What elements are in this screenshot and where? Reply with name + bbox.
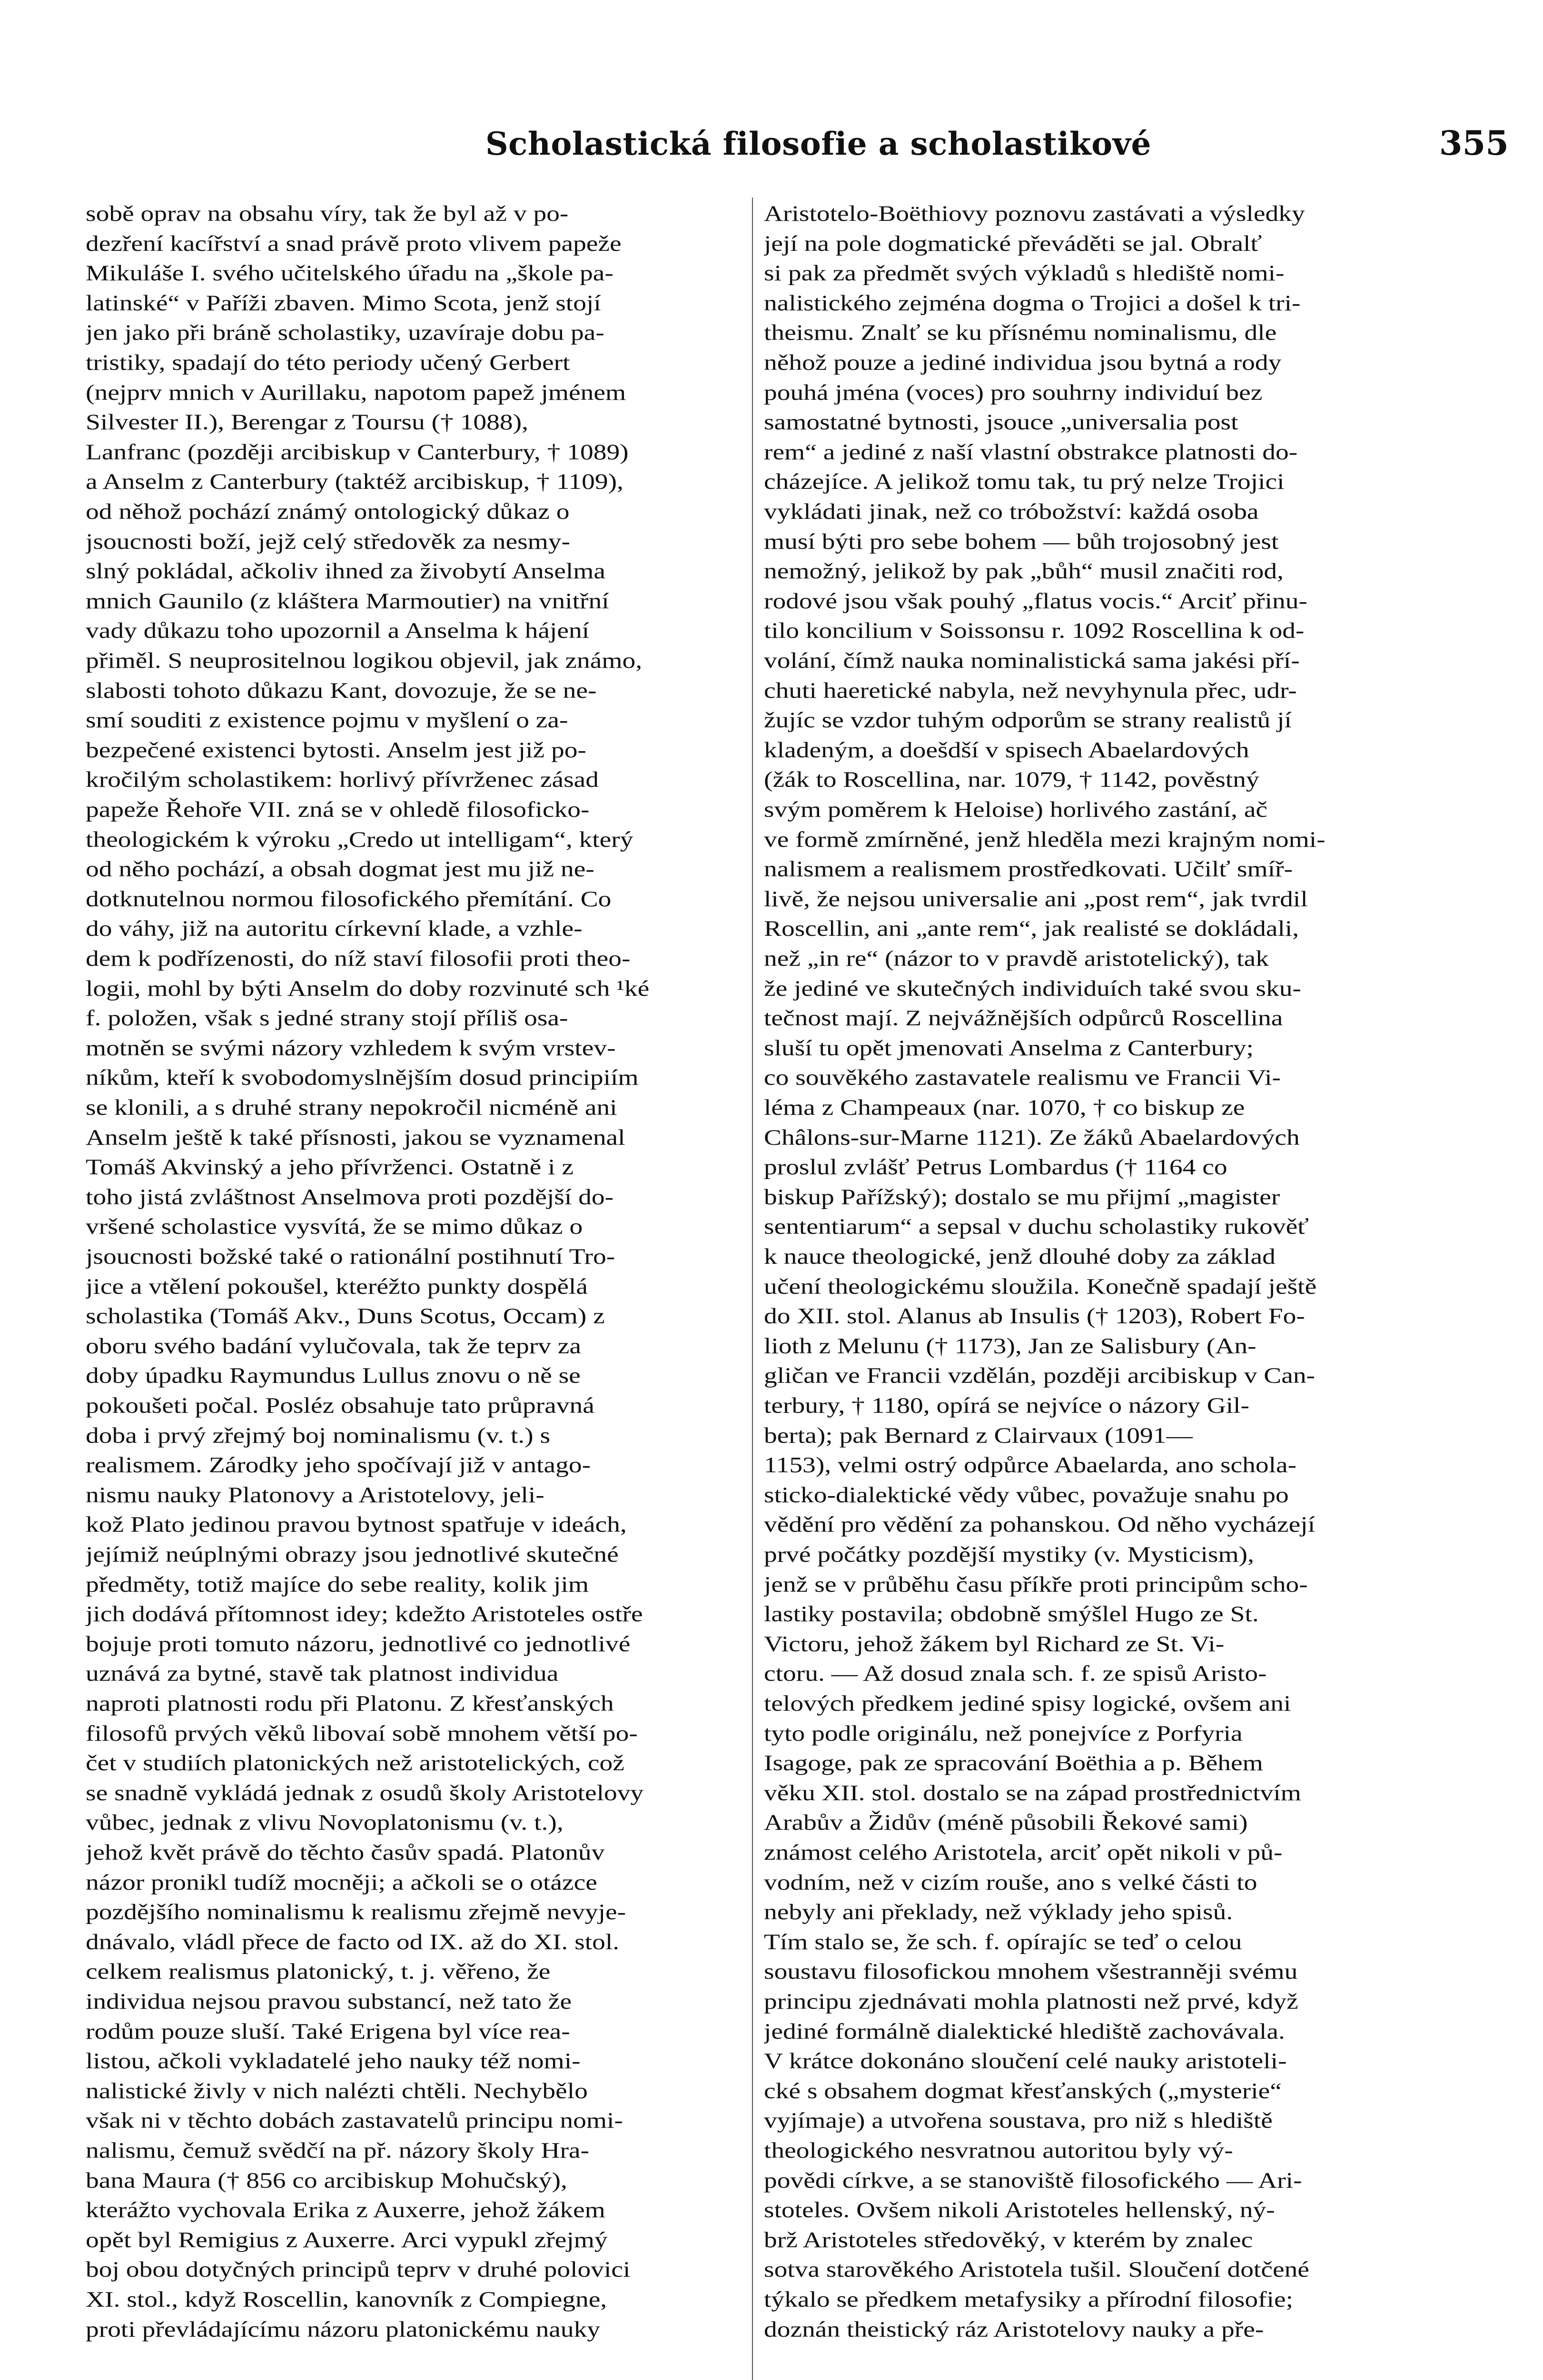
right-column-line: (žák to Roscellina, nar. 1079, † 1142, pověstný bbox=[764, 767, 1259, 793]
right-column-line: Roscellin, ani „ante rem“, jak realisté se dokládali, bbox=[764, 916, 1299, 942]
left-column-line: scholastika (Tomáš Akv., Duns Scotus, Occam) z bbox=[86, 1304, 605, 1329]
left-column-line: dem k podřízenosti, do níž staví filosofii proti theo- bbox=[86, 946, 631, 971]
left-column-line: rodům pouze sluší. Také Erigena byl více rea- bbox=[86, 2019, 570, 2044]
left-column-line: čet v studiích platonických než aristotelických, což bbox=[86, 1751, 624, 1776]
left-column-line: proti převládajícímu názoru platonickému nauky bbox=[86, 2317, 601, 2342]
right-column-line: ctoru. — Až dosud znala sch. f. ze spisů Aristo- bbox=[764, 1661, 1267, 1686]
right-column-line: sotva starověkého Aristotela tušil. Sloučení dotčené bbox=[764, 2257, 1309, 2282]
left-column-line: jice a vtělení pokoušel, kteréžto punkty dospělá bbox=[86, 1274, 588, 1299]
left-column-line: motněn se svými názory vzhledem k svým vrstev- bbox=[86, 1035, 616, 1061]
left-column-line: celkem realismus platonický, t. j. věřeno, že bbox=[86, 1959, 551, 1984]
right-column-line: nemožný, jelikož by pak „bůh“ musil značiti rod, bbox=[764, 559, 1284, 584]
left-column-line: pozdějšího nominalismu k realismu zřejmě nevyje- bbox=[86, 1900, 626, 1925]
right-column-line: co souvěkého zastavatele realismu ve Francii Vi- bbox=[764, 1065, 1281, 1091]
left-column-line: doba i prvý zřejmý boj nominalismu (v. t.) s bbox=[86, 1423, 551, 1448]
left-column-line: Tomáš Akvinský a jeho přívrženci. Ostatně i z bbox=[86, 1155, 574, 1180]
right-column-line: ve formě zmírněné, jenž hleděla mezi krajným nomi- bbox=[764, 827, 1325, 852]
right-column-line: soustavu filosofickou mnohem všestranněji svému bbox=[764, 1959, 1298, 1984]
right-column-line: samostatné bytnosti, jsouce „universalia post bbox=[764, 410, 1238, 435]
left-column-line: bezpečené existenci bytosti. Anselm jest již po- bbox=[86, 737, 586, 763]
right-column-line: nebyly ani překlady, než výklady jeho spisů. bbox=[764, 1900, 1233, 1925]
left-column-line: latinské“ v Paříži zbaven. Mimo Scota, jenž stojí bbox=[86, 290, 601, 316]
left-column-line: toho jistá zvláštnost Anselmova proti pozdější do- bbox=[86, 1184, 614, 1210]
left-column-line: od něho pochází, a obsah dogmat jest mu již ne- bbox=[86, 857, 594, 882]
right-column-line: lastiky postavila; obdobně smýšlel Hugo ze St. bbox=[764, 1602, 1259, 1627]
left-column-line: však ni v těchto dobách zastavatelů principu nomi- bbox=[86, 2108, 623, 2133]
right-column-line: V krátce dokonáno sloučení celé nauky aristoteli- bbox=[764, 2049, 1287, 2074]
left-column-line: oboru svého badání vylučovala, tak že teprv za bbox=[86, 1333, 582, 1359]
left-column-line: listou, ačkoli vykladatelé jeho nauky též nomi- bbox=[86, 2049, 581, 2074]
left-column-line: kož Plato jedinou pravou bytnost spatřuje v ideách, bbox=[86, 1512, 627, 1537]
left-column-line: se klonili, a s druhé strany nepokročil nicméně ani bbox=[86, 1095, 617, 1120]
right-column-line: že jediné ve skutečných individuích také svou sku- bbox=[764, 976, 1301, 1001]
right-column-line: Isagoge, pak ze spracování Boëthia a p. Během bbox=[764, 1751, 1263, 1776]
right-column-line: prvé počátky pozdější mystiky (v. Mysticism), bbox=[764, 1542, 1254, 1567]
right-column-line: lioth z Melunu († 1173), Jan ze Salisbury (An- bbox=[764, 1333, 1256, 1359]
left-column-line: jehož květ právě do těchto časův spadá. Platonův bbox=[86, 1840, 605, 1865]
right-column-line: jediné formálně dialektické hlediště zachovávala. bbox=[764, 2019, 1285, 2044]
left-column-line: theologickém k výroku „Credo ut intelligam“, který bbox=[86, 827, 633, 852]
right-column-line: rodové jsou však pouhý „flatus vocis.“ Arciť přinu- bbox=[764, 588, 1307, 614]
left-column-line: Lanfranc (později arcibiskup v Canterbury, † 1089) bbox=[86, 439, 629, 465]
right-column-line: si pak za předmět svých výkladů s hlediště nomi- bbox=[764, 261, 1285, 286]
right-column-line: kladeným, a doešdší v spisech Abaelardových bbox=[764, 737, 1249, 763]
right-column-line: Châlons-sur-Marne 1121). Ze žáků Abaelardových bbox=[764, 1125, 1300, 1150]
left-column-line: dnávalo, vládl přece de facto od IX. až do XI. stol. bbox=[86, 1929, 620, 1954]
right-column-line: pouhá jména (voces) pro souhrny individuí bez bbox=[764, 380, 1263, 405]
left-column-line: názor pronikl tudíž mocněji; a ačkoli se o otázce bbox=[86, 1870, 597, 1895]
left-column-line: se snadně vykládá jednak z osudů školy Aristotelovy bbox=[86, 1780, 644, 1805]
right-column-line: svým poměrem k Heloise) horlivého zastání, ač bbox=[764, 797, 1268, 822]
right-column-line: známost celého Aristotela, arciť opět nikoli v pů- bbox=[764, 1840, 1283, 1865]
left-column bbox=[86, 195, 742, 2380]
left-column-line: naproti platnosti rodu při Platonu. Z křesťanských bbox=[86, 1691, 614, 1716]
right-column-line: livě, že nejsou universalie ani „post rem“, jak tvrdil bbox=[764, 886, 1308, 912]
left-column-line: kterážto vychovala Erika z Auxerre, jehož žákem bbox=[86, 2198, 605, 2223]
left-column-line: opět byl Remigius z Auxerre. Arci vypukl zřejmý bbox=[86, 2227, 608, 2252]
left-column-line: slný pokládal, ačkoliv ihned za živobytí Anselma bbox=[86, 559, 606, 584]
right-column-line: nalistického zejména dogma o Trojici a došel k tri- bbox=[764, 290, 1301, 316]
right-column-line: telových předkem jediné spisy logické, ovšem ani bbox=[764, 1691, 1291, 1716]
right-column-line: vodním, než v cizím rouše, ano s velké části to bbox=[764, 1870, 1257, 1895]
right-column-line: sticko-dialektické vědy vůbec, považuje snahu po bbox=[764, 1482, 1289, 1507]
right-column-line: musí býti pro sebe bohem — bůh trojosobný jest bbox=[764, 529, 1279, 554]
right-column-line: něhož pouze a jediné individua jsou bytná a rody bbox=[764, 350, 1282, 375]
right-column-line: chuti haeretické nabyla, než nevyhynula přec, udr- bbox=[764, 678, 1297, 703]
right-column-line: její na pole dogmatické převáděti se jal. Obralť bbox=[764, 231, 1262, 256]
left-column-line: doby úpadku Raymundus Lullus znovu o ně se bbox=[86, 1363, 581, 1388]
right-column-line: do XII. stol. Alanus ab Insulis († 1203), Robert Fo- bbox=[764, 1304, 1305, 1329]
left-column-line: Anselm ještě k také přísnosti, jakou se vyznamenal bbox=[86, 1125, 625, 1150]
left-column-line: bana Maura († 856 co arcibiskup Mohučský), bbox=[86, 2168, 567, 2193]
left-column-line: jsoucnosti božské také o rationální postihnutí Tro- bbox=[86, 1244, 615, 1269]
right-column-line: theologického nesvratnou autoritou byly vý- bbox=[764, 2138, 1233, 2163]
left-column-line: dotknutelnou normou filosofického přemítání. Co bbox=[86, 886, 612, 912]
right-column-line: Aristotelo-Boëthiovy poznovu zastávati a výsledky bbox=[764, 201, 1305, 226]
left-column-line: smí souditi z existence pojmu v myšlení o za- bbox=[86, 708, 568, 733]
left-column-line: (nejprv mnich v Aurillaku, napotom papež jménem bbox=[86, 380, 626, 405]
right-column-line: volání, čímž nauka nominalistická sama jakési pří- bbox=[764, 648, 1300, 673]
left-column-line: a Anselm z Canterbury (taktéž arcibiskup, † 1109), bbox=[86, 469, 623, 495]
right-column-line: theismu. Znalť se ku přísnému nominalismu, dle bbox=[764, 320, 1277, 346]
right-column-line: principu zjednávati mohla platnosti než prvé, když bbox=[764, 1989, 1298, 2014]
right-column-line: nalismem a realismem prostředkovati. Učilť smíř- bbox=[764, 857, 1293, 882]
left-column-line: Mikuláše I. svého učitelského úřadu na „škole pa- bbox=[86, 261, 613, 286]
left-column-line: jsoucnosti boží, jejž celý středověk za nesmy- bbox=[86, 529, 571, 554]
left-column-line: jich dodává přítomnost idey; kdežto Aristoteles ostře bbox=[86, 1602, 643, 1627]
right-column-line: věku XII. stol. dostalo se na západ prostřednictvím bbox=[764, 1780, 1301, 1805]
running-title: Scholastická filosofie a scholastikové bbox=[485, 125, 1151, 162]
left-column-line: mnich Gaunilo (z kláštera Marmoutier) na vnitřní bbox=[86, 588, 609, 614]
left-column-line: boj obou dotyčných principů teprv v druhé polovici bbox=[86, 2257, 631, 2282]
right-column-line: Arabův a Židův (méně působili Řekové sami) bbox=[764, 1810, 1248, 1835]
right-column-line: k nauce theologické, jenž dlouhé doby za základ bbox=[764, 1244, 1276, 1269]
right-column-line: terbury, † 1180, opírá se nejvíce o názory Gil- bbox=[764, 1393, 1250, 1418]
left-column-line: sobě oprav na obsahu víry, tak že byl až v po- bbox=[86, 201, 569, 226]
right-column-line: tilo koncilium v Soissonsu r. 1092 Roscellina k od- bbox=[764, 618, 1305, 644]
left-column-line: vršené scholastice vysvítá, že se mimo důkaz o bbox=[86, 1214, 583, 1240]
right-column-line: učení theologickému sloužila. Konečně spadají ještě bbox=[764, 1274, 1317, 1299]
left-column-line: filosofů prvých věků libovaí sobě mnohem větší po- bbox=[86, 1721, 638, 1746]
right-column-line: žujíc se vzdor tuhým odporům se strany realistů jí bbox=[764, 708, 1292, 733]
left-column-line: slabosti tohoto důkazu Kant, dovozuje, že se ne- bbox=[86, 678, 597, 703]
right-column-line: než „in re“ (názor to v pravdě aristotelický), tak bbox=[764, 946, 1269, 971]
left-column-line: nismu nauky Platonovy a Aristotelovy, jeli- bbox=[86, 1482, 544, 1507]
page-number: 355 bbox=[1439, 123, 1509, 163]
left-column-line: tristiky, spadají do této periody učený Gerbert bbox=[86, 350, 570, 375]
left-column-line: vady důkazu toho upozornil a Anselma k hájení bbox=[86, 618, 590, 644]
left-column-line: logii, mohl by býti Anselm do doby rozvinuté sch ¹ké bbox=[86, 976, 650, 1001]
right-column-line: vykládati jinak, než co tróbožství: každá osoba bbox=[764, 499, 1259, 524]
right-column-line: gličan ve Francii vzdělán, později arcibiskup v Can- bbox=[764, 1363, 1316, 1388]
right-column-line: doznán theistický ráz Aristotelovy nauky a pře- bbox=[764, 2317, 1264, 2342]
right-column-line: biskup Pařížský); dostalo se mu přijmí „magister bbox=[764, 1184, 1280, 1210]
left-column-line: níkům, kteří k svobodomyslnějším dosud principiím bbox=[86, 1065, 639, 1091]
right-column-line: brž Aristoteles středověký, v kterém by znalec bbox=[764, 2227, 1253, 2252]
right-column-line: týkalo se předkem metafysiky a přírodní filosofie; bbox=[764, 2287, 1294, 2312]
right-column-line: tečnost mají. Z nejvážnějších odpůrců Roscellina bbox=[764, 1006, 1283, 1031]
left-column-line: bojuje proti tomuto názoru, jednotlivé co jednotlivé bbox=[86, 1631, 631, 1656]
right-column-line: tyto podle originálu, než ponejvíce z Porfyria bbox=[764, 1721, 1243, 1746]
left-column-line: individua nejsou pravou substancí, než tato že bbox=[86, 1989, 572, 2014]
left-column-line: papeže Řehoře VII. zná se v ohledě filosoficko- bbox=[86, 797, 590, 822]
right-column-line: sententiarum“ a sepsal v duchu scholastiky rukověť bbox=[764, 1214, 1309, 1240]
right-column-line: léma z Champeaux (nar. 1070, † co biskup ze bbox=[764, 1095, 1245, 1120]
right-column-line: Victoru, jehož žákem byl Richard ze St. Vi- bbox=[764, 1631, 1225, 1656]
left-column-line: od něhož pochází známý ontologický důkaz o bbox=[86, 499, 570, 524]
left-column-line: vůbec, jednak z vlivu Novoplatonismu (v. t.), bbox=[86, 1810, 564, 1835]
left-column-line: kročilým scholastikem: horlivý přívrženec zásad bbox=[86, 767, 599, 793]
left-column-line: f. položen, však s jedné strany stojí příliš osa- bbox=[86, 1006, 568, 1031]
left-column-line: XI. stol., když Roscellin, kanovník z Compiegne, bbox=[86, 2287, 607, 2312]
right-column-line: cházejíce. A jelikož tomu tak, tu prý nelze Trojici bbox=[764, 469, 1285, 495]
left-column-line: uznává za bytné, stavě tak platnost individua bbox=[86, 1661, 559, 1686]
right-column-line: proslul zvlášť Petrus Lombardus († 1164 co bbox=[764, 1155, 1227, 1180]
left-column-line: přiměl. S neuprositelnou logikou objevil, jak známo, bbox=[86, 648, 643, 673]
right-column-line: Tím stalo se, že sch. f. opírajíc se teď o celou bbox=[764, 1929, 1242, 1954]
right-column-line: jenž se v průběhu času příkře proti principům scho- bbox=[764, 1572, 1308, 1597]
column-divider bbox=[752, 198, 753, 2380]
right-column-line: rem“ a jediné z naší vlastní obstrakce platnosti do- bbox=[764, 439, 1298, 465]
right-column-line: vyjímaje) a utvořena soustava, pro niž s hlediště bbox=[764, 2108, 1273, 2133]
left-column-line: Silvester II.), Berengar z Toursu († 1088), bbox=[86, 410, 528, 435]
left-column-line: pokoušeti počal. Posléz obsahuje tato průpravná bbox=[86, 1393, 594, 1418]
right-column-line: povědi církve, a se stanoviště filosofického — Ari- bbox=[764, 2168, 1302, 2193]
right-column-line: vědění pro vědění za pohanskou. Od něho vycházejí bbox=[764, 1512, 1316, 1537]
left-column-line: do váhy, již na autoritu církevní klade, a vzhle- bbox=[86, 916, 583, 942]
left-column-line: jejímiž neúplnými obrazy jsou jednotlivé skutečné bbox=[86, 1542, 619, 1567]
page-header bbox=[485, 117, 1509, 178]
left-column-line: dezření kacířství a snad právě proto vlivem papeže bbox=[86, 231, 622, 256]
right-column-line: sluší tu opět jmenovati Anselma z Canterbury; bbox=[764, 1035, 1254, 1061]
right-column-line: berta); pak Bernard z Clairvaux (1091— bbox=[764, 1423, 1193, 1448]
left-column-line: realismem. Zárodky jeho spočívají již v antago- bbox=[86, 1453, 591, 1478]
left-column-line: předměty, totiž majíce do sebe reality, kolik jim bbox=[86, 1572, 589, 1597]
right-column bbox=[764, 195, 1492, 2380]
right-column-line: stoteles. Ovšem nikoli Aristoteles hellenský, ný- bbox=[764, 2198, 1275, 2223]
left-column-line: jen jako při bráně scholastiky, uzavíraje dobu pa- bbox=[86, 320, 604, 346]
right-column-line: cké s obsahem dogmat křesťanských („mysterie“ bbox=[764, 2078, 1282, 2103]
left-column-line: nalismu, čemuž svědčí na př. názory školy Hra- bbox=[86, 2138, 590, 2163]
right-column-line: 1153), velmi ostrý odpůrce Abaelarda, ano schola- bbox=[764, 1453, 1297, 1478]
left-column-line: nalistické živly v nich nalézti chtěli. Nechybělo bbox=[86, 2078, 588, 2103]
